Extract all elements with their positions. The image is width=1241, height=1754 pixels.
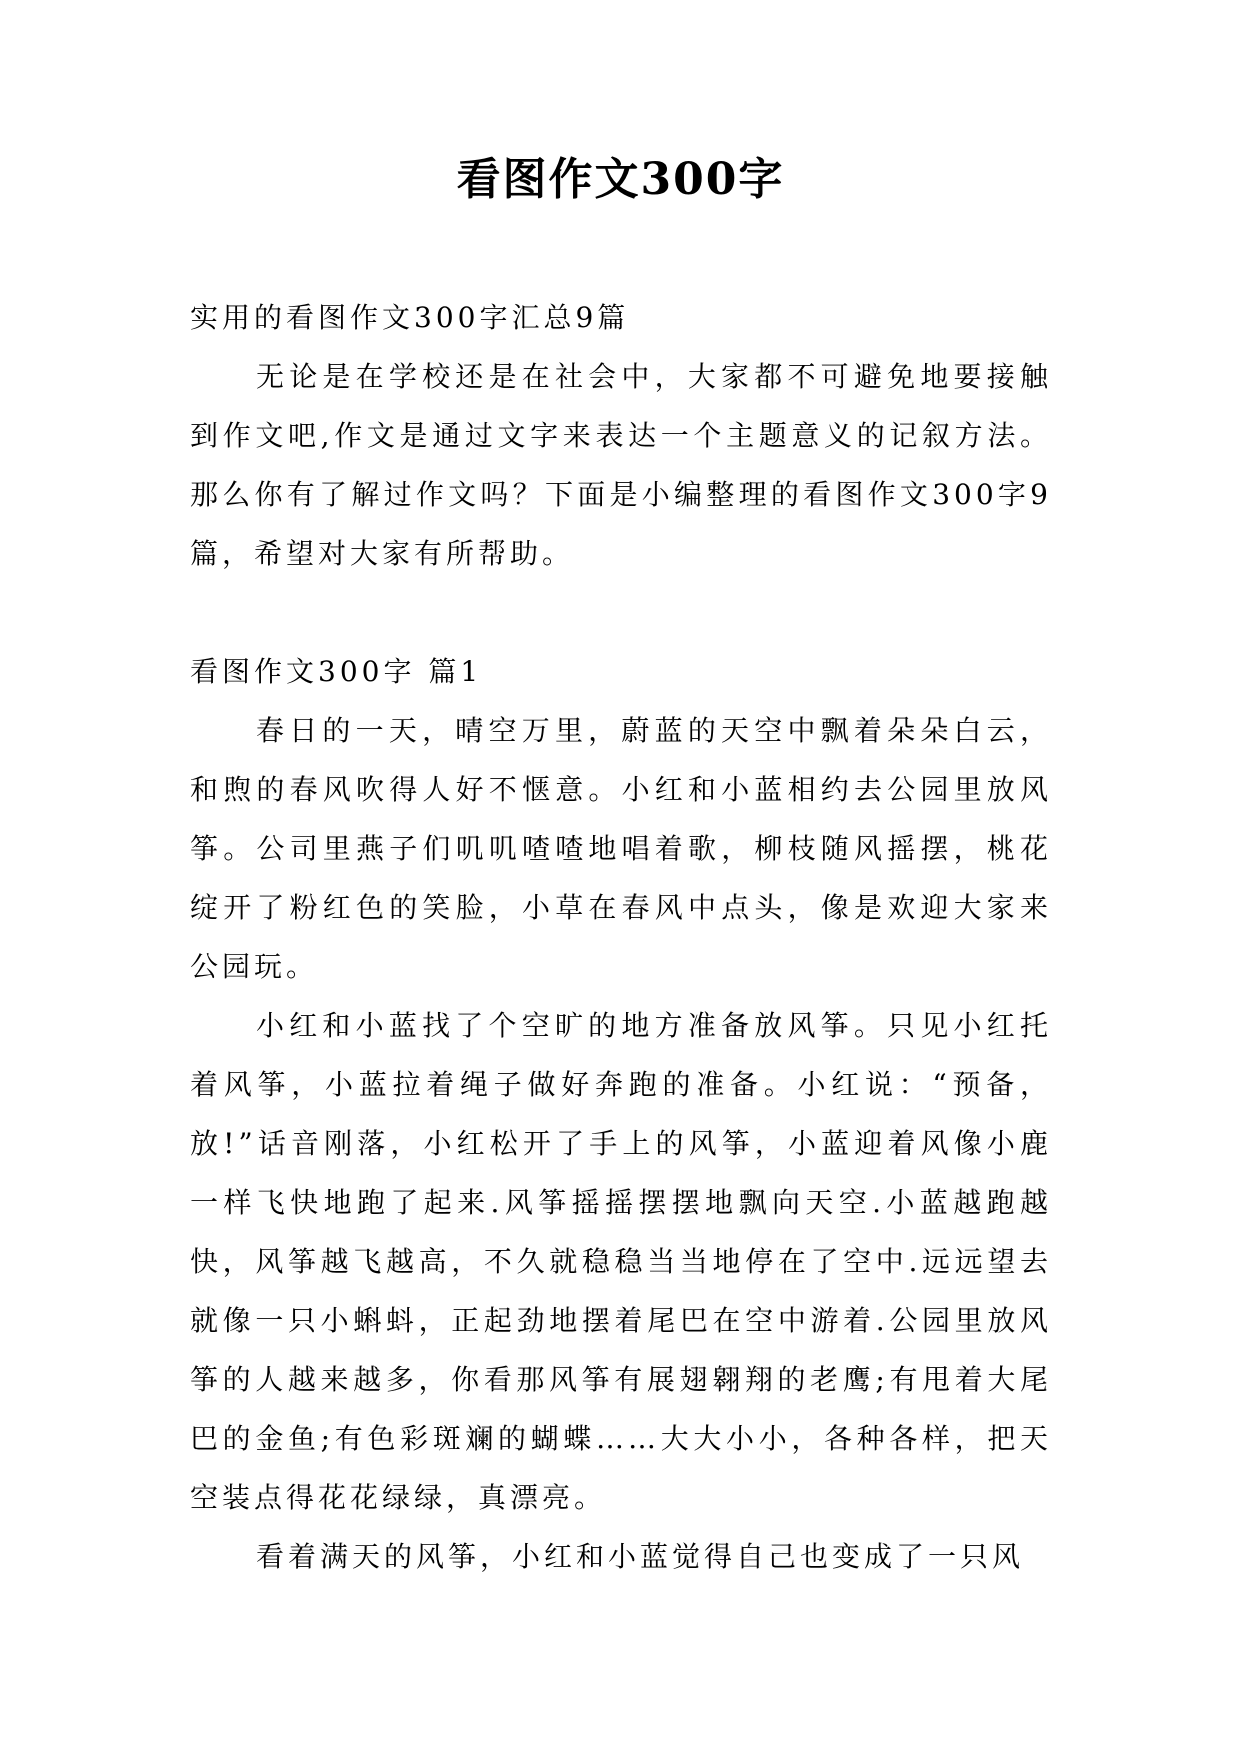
section1-heading: 看图作文300字 篇1 [190,655,483,688]
document-title: 看图作文300字 [456,154,785,205]
intro-heading: 实用的看图作文300字汇总9篇 [190,301,630,334]
intro-paragraph: 无论是在学校还是在社会中，大家都不可避免地要接触到作文吧,作文是通过文字来表达一个主题意义的记叙方法。那么你有了解过作文吗？下面是小编整理的看图作文300字9篇，希望对大家有所帮助。 [190,360,1052,570]
section1-paragraph-3: 看着满天的风筝，小红和小蓝觉得自己也变成了一只风 [256,1540,1025,1573]
section-spacer [190,583,1052,642]
section1-paragraph-1: 春日的一天，晴空万里，蔚蓝的天空中飘着朵朵白云，和煦的春风吹得人好不惬意。小红和小蓝相约去公园里放风筝。公司里燕子们叽叽喳喳地唱着歌，柳枝随风摇摆，桃花绽开了粉红色的笑脸，小草在春风中点头，像是欢迎大家来公园玩。 [190,714,1052,983]
document-body [190,288,1052,1586]
section1-paragraph-2: 小红和小蓝找了个空旷的地方准备放风筝。只见小红托着风筝，小蓝拉着绳子做好奔跑的准备。小红说：“预备，放!”话音刚落，小红松开了手上的风筝，小蓝迎着风像小鹿一样飞快地跑了起来.风筝摇摇摆摆地飘向天空.小蓝越跑越快，风筝越飞越高，不久就稳稳当当地停在了空中.远远望去就像一只小蝌蚪，正起劲地摆着尾巴在空中游着.公园里放风筝的人越来越多，你看那风筝有展翅翱翔的老鹰;有甩着大尾巴的金鱼;有色彩斑斓的蝴蝶……大大小小，各种各样，把天空装点得花花绿绿，真漂亮。 [190,1009,1052,1514]
